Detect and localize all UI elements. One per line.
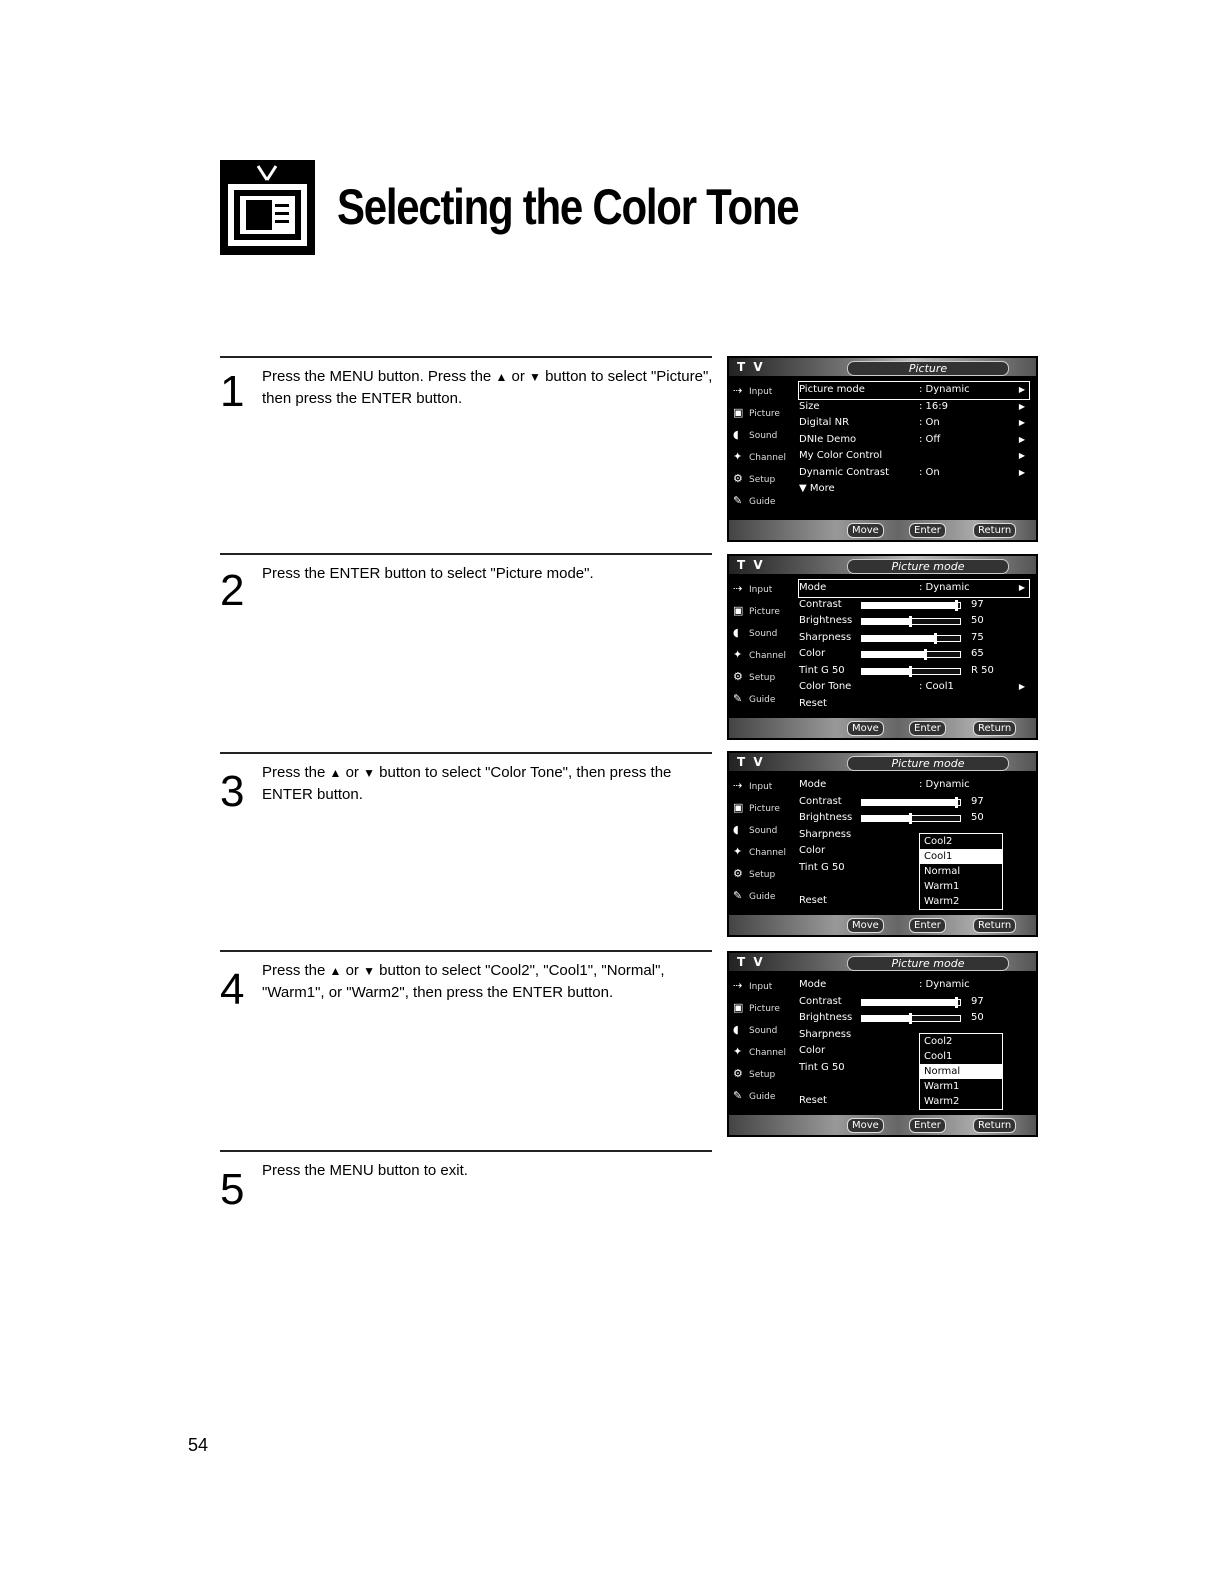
channel-icon: ✦ bbox=[733, 845, 743, 858]
up-arrow-icon: ▲ bbox=[329, 964, 342, 978]
option-warm2[interactable]: Warm2 bbox=[924, 896, 960, 907]
color-tone-dropdown[interactable] bbox=[919, 833, 1003, 910]
step-text: Press the ▲ or ▼ button to select "Color Tone", then press the ENTER button. bbox=[262, 764, 672, 803]
divider bbox=[220, 553, 712, 555]
menu-item-picture-mode[interactable]: Picture mode : Dynamic ▶ bbox=[799, 382, 1029, 399]
menu-item-my-color-control[interactable]: My Color Control ▶ bbox=[799, 448, 1029, 465]
menu-item-reset[interactable]: Reset bbox=[799, 1094, 827, 1106]
menu-item-color[interactable]: Color bbox=[799, 1045, 826, 1056]
slider[interactable] bbox=[861, 1015, 961, 1022]
channel-icon: ✦ bbox=[733, 648, 743, 661]
slider[interactable] bbox=[861, 635, 961, 642]
slider-row[interactable]: Sharpness 75 bbox=[799, 631, 984, 643]
step-text: Press the MENU button. Press the ▲ or ▼ button to select "Picture", then press the ENTER button. bbox=[262, 368, 713, 407]
sidebar-item-input[interactable]: ⇢ Input bbox=[729, 975, 795, 997]
tv-label: T V bbox=[737, 755, 765, 769]
option-cool2[interactable]: Cool2 bbox=[924, 836, 953, 847]
return-hint: Return bbox=[973, 523, 1016, 538]
tv-menu-icon bbox=[220, 160, 315, 255]
guide-icon: ✎ bbox=[733, 692, 743, 705]
menu-item-size[interactable]: Size : 16:9 ▶ bbox=[799, 399, 1029, 416]
picture-icon: ▣ bbox=[733, 1001, 744, 1014]
menu-item-color[interactable]: Color bbox=[799, 845, 826, 856]
return-hint: Return bbox=[973, 1118, 1016, 1133]
slider-row[interactable]: Brightness 50 bbox=[799, 812, 984, 823]
page-title: Selecting the Color Tone bbox=[337, 179, 799, 235]
tv-sidebar bbox=[729, 578, 795, 710]
sidebar-item-guide[interactable]: ✎ Guide bbox=[729, 490, 795, 512]
menu-item-digital-nr[interactable]: Digital NR : On ▶ bbox=[799, 415, 1029, 432]
sidebar-item-setup[interactable]: ⚙ Setup bbox=[729, 1063, 795, 1085]
slider[interactable] bbox=[861, 999, 961, 1006]
right-arrow-icon: ▶ bbox=[1018, 467, 1025, 477]
slider[interactable] bbox=[861, 602, 961, 609]
menu-banner: Picture mode bbox=[847, 756, 1009, 771]
sidebar-item-setup[interactable]: ⚙ Setup bbox=[729, 666, 795, 688]
picture-icon: ▣ bbox=[733, 406, 744, 419]
menu-list bbox=[799, 580, 1029, 712]
sidebar-item-channel[interactable]: ✦ Channel bbox=[729, 644, 795, 666]
up-arrow-icon: ▲ bbox=[495, 370, 508, 384]
sidebar-item-input[interactable]: ⇢ Input bbox=[729, 380, 795, 402]
menu-item-color-tone[interactable]: Color Tone : Cool1 ▶ bbox=[799, 679, 1029, 696]
menu-item-tint[interactable]: Tint G 50 bbox=[799, 861, 845, 873]
sidebar-item-input[interactable]: ⇢ Input bbox=[729, 578, 795, 600]
step-number: 5 bbox=[220, 1165, 245, 1214]
divider bbox=[220, 752, 712, 754]
guide-icon: ✎ bbox=[733, 889, 743, 902]
right-arrow-icon: ▶ bbox=[1018, 401, 1025, 411]
menu-item-sharpness[interactable]: Sharpness bbox=[799, 828, 852, 840]
screen-header bbox=[729, 556, 1036, 574]
input-icon: ⇢ bbox=[733, 979, 743, 992]
menu-item-dnie-demo[interactable]: DNIe Demo : Off ▶ bbox=[799, 432, 1029, 449]
sidebar-item-sound[interactable]: ◖ Sound bbox=[729, 819, 795, 841]
input-icon: ⇢ bbox=[733, 582, 743, 595]
return-hint: Return bbox=[973, 721, 1016, 736]
step-text: Press the MENU button to exit. bbox=[262, 1162, 468, 1179]
screen-header bbox=[729, 953, 1036, 971]
option-normal[interactable]: Normal bbox=[920, 1064, 1002, 1079]
menu-item-dynamic-contrast[interactable]: Dynamic Contrast : On ▶ bbox=[799, 465, 1029, 482]
tv-screen-picture bbox=[727, 356, 1038, 542]
down-arrow-icon: ▼ bbox=[529, 370, 541, 384]
slider-row[interactable]: Contrast 97 bbox=[799, 795, 984, 807]
enter-hint: Enter bbox=[909, 918, 946, 933]
option-warm2[interactable]: Warm2 bbox=[924, 1096, 960, 1107]
step-text: Press the ENTER button to select "Picture mode". bbox=[262, 565, 594, 582]
enter-hint: Enter bbox=[909, 523, 946, 538]
screen-header bbox=[729, 753, 1036, 771]
move-hint: Move bbox=[847, 721, 884, 736]
slider[interactable] bbox=[861, 799, 961, 806]
enter-hint: Enter bbox=[909, 721, 946, 736]
sound-icon: ◖ bbox=[733, 428, 739, 441]
sound-icon: ◖ bbox=[733, 823, 739, 836]
option-cool2[interactable]: Cool2 bbox=[924, 1036, 953, 1047]
sidebar-item-setup[interactable]: ⚙ Setup bbox=[729, 468, 795, 490]
sidebar-item-channel[interactable]: ✦ Channel bbox=[729, 841, 795, 863]
sound-icon: ◖ bbox=[733, 626, 739, 639]
guide-icon: ✎ bbox=[733, 1089, 743, 1102]
right-arrow-icon: ▶ bbox=[1018, 434, 1025, 444]
right-arrow-icon: ▶ bbox=[1018, 451, 1025, 460]
sidebar-item-input[interactable]: ⇢ Input bbox=[729, 775, 795, 797]
menu-banner: Picture mode bbox=[847, 956, 1009, 971]
slider-row[interactable]: Color 65 bbox=[799, 648, 984, 659]
tv-screen-color-tone-popup bbox=[727, 751, 1038, 937]
color-tone-dropdown[interactable] bbox=[919, 1033, 1003, 1110]
input-icon: ⇢ bbox=[733, 779, 743, 792]
sidebar-item-picture[interactable]: ▣ Picture bbox=[729, 797, 795, 819]
return-hint: Return bbox=[973, 918, 1016, 933]
sidebar-item-channel[interactable]: ✦ Channel bbox=[729, 446, 795, 468]
tv-sidebar bbox=[729, 775, 795, 907]
sidebar-item-channel[interactable]: ✦ Channel bbox=[729, 1041, 795, 1063]
slider-row[interactable]: Brightness 50 bbox=[799, 615, 984, 626]
enter-hint: Enter bbox=[909, 1118, 946, 1133]
step-text: Press the ▲ or ▼ button to select "Cool2", "Cool1", "Normal", "Warm1", or "Warm2", then press the ENTER button. bbox=[262, 962, 665, 1001]
menu-banner: Picture mode bbox=[847, 559, 1009, 574]
sidebar-item-picture[interactable]: ▣ Picture bbox=[729, 402, 795, 424]
sidebar-item-sound[interactable]: ◖ Sound bbox=[729, 622, 795, 644]
sidebar-item-guide[interactable]: ✎ Guide bbox=[729, 688, 795, 710]
menu-item-tint[interactable]: Tint G 50 bbox=[799, 1061, 845, 1073]
sidebar-item-picture[interactable]: ▣ Picture bbox=[729, 600, 795, 622]
screen-footer bbox=[729, 915, 1036, 935]
setup-icon: ⚙ bbox=[733, 1067, 743, 1080]
divider bbox=[220, 1150, 712, 1152]
step-number: 3 bbox=[220, 767, 245, 816]
screen-footer bbox=[729, 520, 1036, 540]
slider-row[interactable]: Brightness 50 bbox=[799, 1012, 984, 1023]
slider-row[interactable]: Contrast 97 bbox=[799, 995, 984, 1007]
tv-label: T V bbox=[737, 360, 765, 374]
divider bbox=[220, 356, 712, 358]
menu-item-mode[interactable]: Mode : Dynamic bbox=[799, 979, 970, 990]
menu-item-more[interactable]: ▼ More bbox=[799, 483, 835, 494]
up-arrow-icon: ▲ bbox=[329, 766, 342, 780]
slider[interactable] bbox=[861, 618, 961, 625]
screen-footer bbox=[729, 1115, 1036, 1135]
sound-icon: ◖ bbox=[733, 1023, 739, 1036]
option-cool1[interactable]: Cool1 bbox=[920, 849, 1002, 864]
slider-row[interactable]: Tint G 50 R 50 bbox=[799, 664, 994, 676]
tv-sidebar bbox=[729, 975, 795, 1107]
setup-icon: ⚙ bbox=[733, 867, 743, 880]
menu-item-mode[interactable]: Mode : Dynamic bbox=[799, 779, 970, 790]
setup-icon: ⚙ bbox=[733, 472, 743, 485]
sidebar-item-guide[interactable]: ✎ Guide bbox=[729, 885, 795, 907]
sidebar-item-guide[interactable]: ✎ Guide bbox=[729, 1085, 795, 1107]
setup-icon: ⚙ bbox=[733, 670, 743, 683]
move-hint: Move bbox=[847, 1118, 884, 1133]
down-arrow-icon: ▼ bbox=[363, 964, 375, 978]
slider[interactable] bbox=[861, 815, 961, 822]
option-normal[interactable]: Normal bbox=[924, 866, 961, 877]
right-arrow-icon: ▶ bbox=[1018, 682, 1025, 691]
picture-icon: ▣ bbox=[733, 801, 744, 814]
picture-icon: ▣ bbox=[733, 604, 744, 617]
move-hint: Move bbox=[847, 523, 884, 538]
menu-item-reset[interactable]: Reset bbox=[799, 894, 827, 906]
right-arrow-icon: ▶ bbox=[1018, 418, 1025, 427]
sidebar-item-sound[interactable]: ◖ Sound bbox=[729, 424, 795, 446]
tv-label: T V bbox=[737, 955, 765, 969]
tv-screen-picture-mode bbox=[727, 554, 1038, 740]
tv-sidebar bbox=[729, 380, 795, 512]
slider-row[interactable]: Contrast 97 bbox=[799, 598, 984, 610]
sidebar-item-sound[interactable]: ◖ Sound bbox=[729, 1019, 795, 1041]
slider[interactable] bbox=[861, 668, 961, 675]
slider[interactable] bbox=[861, 651, 961, 658]
option-cool1[interactable]: Cool1 bbox=[924, 1051, 953, 1062]
menu-list bbox=[799, 382, 1029, 498]
right-arrow-icon: ▶ bbox=[1018, 583, 1025, 592]
right-arrow-icon: ▶ bbox=[1018, 385, 1025, 394]
screen-footer bbox=[729, 718, 1036, 738]
input-icon: ⇢ bbox=[733, 384, 743, 397]
tv-label: T V bbox=[737, 558, 765, 572]
screen-header bbox=[729, 358, 1036, 376]
down-arrow-icon: ▼ bbox=[363, 766, 375, 780]
guide-icon: ✎ bbox=[733, 494, 743, 507]
move-hint: Move bbox=[847, 918, 884, 933]
divider bbox=[220, 950, 712, 952]
sidebar-item-setup[interactable]: ⚙ Setup bbox=[729, 863, 795, 885]
step-number: 4 bbox=[220, 965, 245, 1014]
option-warm1[interactable]: Warm1 bbox=[924, 1081, 960, 1092]
menu-item-mode[interactable]: Mode : Dynamic ▶ bbox=[799, 580, 1029, 597]
tv-screen-color-tone-select bbox=[727, 951, 1038, 1137]
channel-icon: ✦ bbox=[733, 450, 743, 463]
step-number: 1 bbox=[220, 367, 245, 416]
sidebar-item-picture[interactable]: ▣ Picture bbox=[729, 997, 795, 1019]
menu-item-sharpness[interactable]: Sharpness bbox=[799, 1028, 852, 1040]
channel-icon: ✦ bbox=[733, 1045, 743, 1058]
menu-item-reset[interactable]: Reset bbox=[799, 697, 827, 709]
page-number: 54 bbox=[188, 1435, 209, 1455]
option-warm1[interactable]: Warm1 bbox=[924, 881, 960, 892]
menu-banner: Picture bbox=[847, 361, 1009, 376]
step-number: 2 bbox=[220, 566, 245, 615]
